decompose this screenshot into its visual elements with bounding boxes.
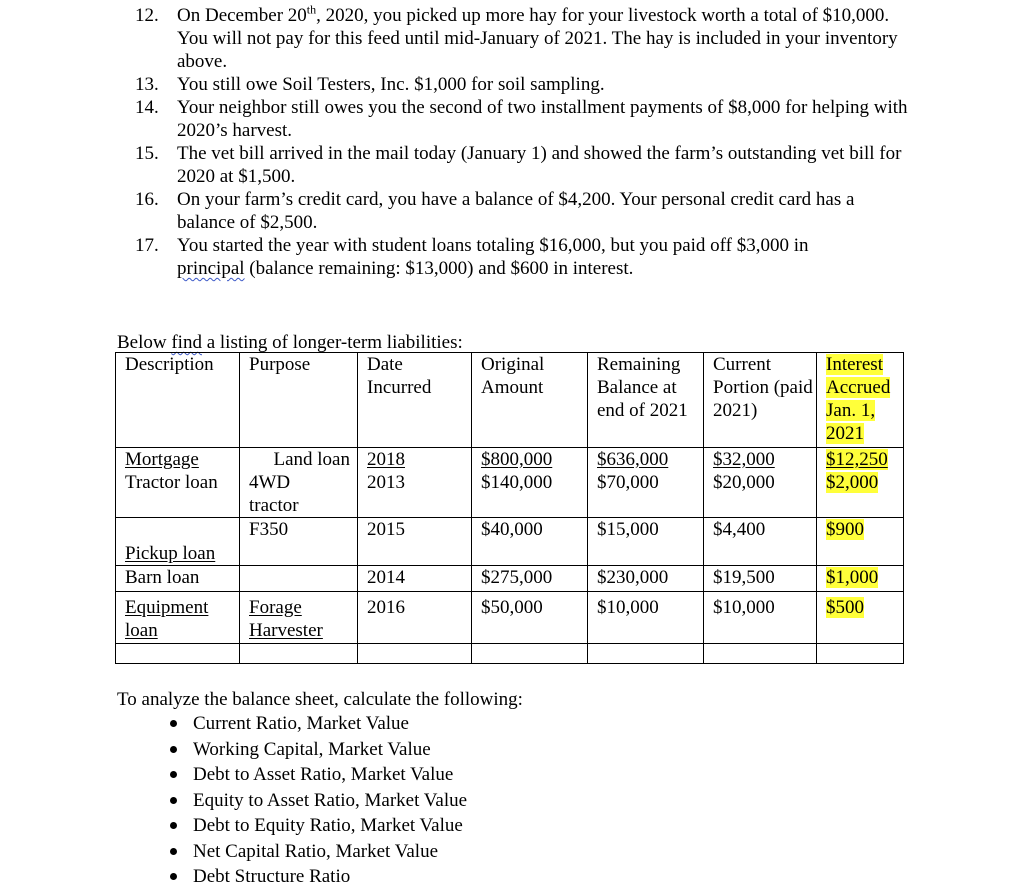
item-number: 14.	[135, 97, 159, 118]
cell-date: 2016	[358, 592, 472, 644]
table-header-row	[116, 353, 904, 448]
item-text: On December 20	[177, 5, 307, 26]
analysis-title: To analyze the balance sheet, calculate the following:	[117, 689, 523, 710]
bullet-icon	[170, 797, 177, 804]
table-row	[116, 518, 904, 566]
header-date-incurred: Date Incurred	[358, 353, 472, 448]
cell-date: 2015	[358, 518, 472, 566]
list-item	[135, 73, 915, 96]
liabilities-table	[115, 352, 904, 664]
cell-current: $32,000 $20,000	[704, 448, 817, 518]
analysis-item: Debt Structure Ratio	[170, 864, 467, 890]
item-number: 15.	[135, 143, 159, 164]
bullet-icon	[170, 746, 177, 753]
bullet-icon	[170, 873, 177, 880]
spellcheck-word: principal	[177, 258, 245, 279]
item-number: 12.	[135, 5, 159, 26]
table-row	[116, 592, 904, 644]
item-text: You started the year with student loans totaling $16,000, but you paid off $3,000 in	[177, 235, 809, 256]
table-row-empty	[116, 644, 904, 664]
list-item	[135, 188, 915, 234]
analysis-item: Debt to Asset Ratio, Market Value	[170, 762, 467, 788]
analysis-item: Net Capital Ratio, Market Value	[170, 839, 467, 865]
cell-description: Pickup loan	[116, 518, 240, 566]
bullet-icon	[170, 720, 177, 727]
cell-interest: $500	[817, 592, 904, 644]
analysis-item: Debt to Equity Ratio, Market Value	[170, 813, 467, 839]
table-row	[116, 448, 904, 518]
cell-original: $800,000 $140,000	[472, 448, 588, 518]
bullet-icon	[170, 848, 177, 855]
cell-purpose: Land loan 4WD tractor	[240, 448, 358, 518]
analysis-item: Current Ratio, Market Value	[170, 711, 467, 737]
list-item	[135, 96, 915, 142]
cell-description: Equipment loan	[116, 592, 240, 644]
analysis-list	[170, 711, 467, 890]
item-number: 13.	[135, 74, 159, 95]
header-current-portion: Current Portion (paid 2021)	[704, 353, 817, 448]
item-number: 17.	[135, 235, 159, 256]
cell-current: $10,000	[704, 592, 817, 644]
header-remaining-balance: Remaining Balance at end of 2021	[588, 353, 704, 448]
item-text: , 2020, you picked up more hay for your livestock worth a total of $10,000. You will not pay for this feed until mid-January of 2021. The hay is included in your inventory above.	[177, 5, 898, 72]
bullet-icon	[170, 771, 177, 778]
cell-original: $40,000	[472, 518, 588, 566]
cell-purpose: Forage Harvester	[240, 592, 358, 644]
cell-purpose	[240, 566, 358, 592]
cell-original: $275,000	[472, 566, 588, 592]
header-interest-accrued: Interest Accrued Jan. 1, 2021	[817, 353, 904, 448]
cell-remaining: $15,000	[588, 518, 704, 566]
list-item	[135, 234, 915, 280]
analysis-item: Working Capital, Market Value	[170, 737, 467, 763]
cell-purpose: F350	[240, 518, 358, 566]
item-text: You still owe Soil Testers, Inc. $1,000 for soil sampling.	[177, 74, 605, 95]
cell-current: $4,400	[704, 518, 817, 566]
cell-remaining: $230,000	[588, 566, 704, 592]
liabilities-intro: Below find a listing of longer-term liabilities:	[117, 332, 463, 353]
numbered-list	[135, 4, 915, 280]
cell-remaining: $636,000 $70,000	[588, 448, 704, 518]
header-description: Description	[116, 353, 240, 448]
superscript: th	[306, 2, 317, 17]
header-purpose: Purpose	[240, 353, 358, 448]
cell-current: $19,500	[704, 566, 817, 592]
analysis-item: Equity to Asset Ratio, Market Value	[170, 788, 467, 814]
item-number: 16.	[135, 189, 159, 210]
cell-description: Barn loan	[116, 566, 240, 592]
cell-original: $50,000	[472, 592, 588, 644]
header-original-amount: Original Amount	[472, 353, 588, 448]
table-row	[116, 566, 904, 592]
cell-remaining: $10,000	[588, 592, 704, 644]
item-text: The vet bill arrived in the mail today (January 1) and showed the farm’s outstanding vet bill for 2020 at $1,500.	[177, 143, 902, 187]
spellcheck-word: find	[171, 332, 202, 353]
cell-date: 2014	[358, 566, 472, 592]
bullet-icon	[170, 822, 177, 829]
item-text: On your farm’s credit card, you have a balance of $4,200. Your personal credit card has a balance of $2,500.	[177, 189, 855, 233]
list-item	[135, 142, 915, 188]
item-text: (balance remaining: $13,000) and $600 in interest.	[244, 258, 634, 279]
item-text: Your neighbor still owes you the second of two installment payments of $8,000 for helping with 2020’s harvest.	[177, 97, 908, 141]
cell-description: Mortgage Tractor loan	[116, 448, 240, 518]
cell-date: 2018 2013	[358, 448, 472, 518]
cell-interest: $12,250 $2,000	[817, 448, 904, 518]
cell-interest: $900	[817, 518, 904, 566]
cell-interest: $1,000	[817, 566, 904, 592]
list-item	[135, 4, 915, 73]
